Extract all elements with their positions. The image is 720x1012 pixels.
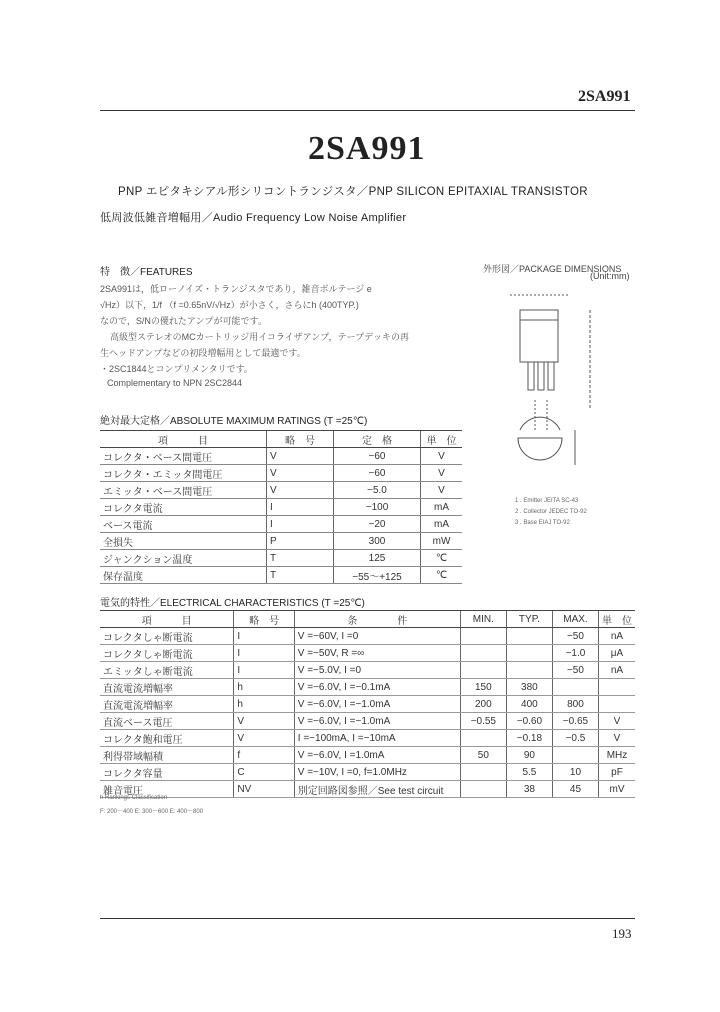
hfe-note-values: F: 200〜400 E: 300〜600 E: 400〜800 — [100, 809, 204, 815]
ec-cond: V =−6.0V, I =−1.0mA — [294, 713, 460, 730]
table-row — [100, 533, 462, 550]
abs-col-rating: 定 格 — [334, 431, 421, 448]
ec-max: −0.5 — [552, 730, 598, 747]
abs-item: ジャンクション温度 — [100, 550, 267, 567]
table-row — [100, 465, 462, 482]
ec-cond: V =−60V, I =0 — [294, 628, 460, 645]
ec-item: エミッタしゃ断電流 — [100, 662, 234, 679]
ec-item: コレクタ容量 — [100, 764, 234, 781]
ec-cond: V =−50V, R =∞ — [294, 645, 460, 662]
ec-cond: V =−10V, I =0, f=1.0MHz — [294, 764, 460, 781]
abs-item: コレクタ電流 — [100, 499, 267, 516]
ec-max: −50 — [552, 628, 598, 645]
ec-min: 200 — [460, 696, 506, 713]
abs-sym: I — [267, 516, 334, 533]
features-line-5: 生ヘッドアンプなどの初段増幅用として最適です。 — [100, 348, 306, 358]
ec-unit: V — [599, 713, 636, 730]
ec-sym: h — [234, 679, 294, 696]
features-line-6: ・2SC1844とコンプリメンタリです。 — [100, 364, 253, 374]
ec-typ: 400 — [506, 696, 552, 713]
ec-unit: pF — [599, 764, 636, 781]
ec-item: コレクタしゃ断電流 — [100, 628, 234, 645]
package-pin-2: 2 . Collector JEDEC TO-92 — [515, 509, 587, 515]
abs-sym: V — [267, 465, 334, 482]
abs-rating: −100 — [334, 499, 421, 516]
ec-max: −0.65 — [552, 713, 598, 730]
ec-item: 直流ベース電圧 — [100, 713, 234, 730]
ec-min — [460, 764, 506, 781]
abs-rating: −5.0 — [334, 482, 421, 499]
abs-col-item: 項 目 — [100, 431, 267, 448]
features-line-3: なので，S/Nの優れたアンプが可能です。 — [100, 316, 267, 326]
abs-item: コレクタ・ベース間電圧 — [100, 448, 267, 465]
table-row — [100, 764, 635, 781]
page-number: 193 — [612, 926, 632, 941]
ec-col-typ: TYP. — [506, 611, 552, 628]
ec-min: 50 — [460, 747, 506, 764]
ec-col-min: MIN. — [460, 611, 506, 628]
table-row — [100, 781, 635, 798]
header-part-number: 2SA991 — [578, 88, 631, 105]
features-heading: 特 徴／FEATURES — [100, 267, 193, 278]
ec-col-item: 項 目 — [100, 611, 234, 628]
ec-sym: C — [234, 764, 294, 781]
ec-cond: V =−6.0V, I =−0.1mA — [294, 679, 460, 696]
ec-sym: h — [234, 696, 294, 713]
ec-sym: I — [234, 628, 294, 645]
abs-item: 全損失 — [100, 533, 267, 550]
ec-sym: V — [234, 730, 294, 747]
ec-typ: −0.18 — [506, 730, 552, 747]
abs-max-heading: 絶対最大定格／ABSOLUTE MAXIMUM RATINGS (T =25℃) — [100, 416, 368, 427]
table-row — [100, 679, 635, 696]
header-rule — [100, 110, 635, 111]
abs-unit: mA — [421, 516, 463, 533]
abs-item: コレクタ・エミッタ間電圧 — [100, 465, 267, 482]
ec-cond: I =−100mA, I =−10mA — [294, 730, 460, 747]
ec-unit: μA — [599, 645, 636, 662]
ec-col-unit: 単 位 — [599, 611, 636, 628]
table-row — [100, 645, 635, 662]
ec-min — [460, 645, 506, 662]
abs-max-table — [100, 430, 462, 584]
elec-table — [100, 610, 635, 798]
elec-heading: 電気的特性／ELECTRICAL CHARACTERISTICS (T =25℃) — [100, 598, 365, 609]
table-row — [100, 713, 635, 730]
abs-rating: 300 — [334, 533, 421, 550]
ec-cond: 別定回路図参照／See test circuit — [294, 781, 460, 798]
ec-col-max: MAX. — [552, 611, 598, 628]
abs-rating: −20 — [334, 516, 421, 533]
ec-sym: I — [234, 662, 294, 679]
ec-item: コレクタ飽和電圧 — [100, 730, 234, 747]
package-pin-1: 1 . Emitter JEITA SC-43 — [515, 498, 579, 504]
features-line-7: Complementary to NPN 2SC2844 — [107, 378, 243, 388]
ec-min — [460, 628, 506, 645]
package-heading: 外形図／PACKAGE DIMENSIONS — [483, 264, 622, 274]
subtitle-line1: PNP エピタキシアル形シリコントランジスタ／PNP SILICON EPITAXIAL TRANSISTOR — [118, 186, 588, 198]
ec-unit: nA — [599, 628, 636, 645]
ec-typ: 5.5 — [506, 764, 552, 781]
ec-unit — [599, 679, 636, 696]
table-row — [100, 482, 462, 499]
ec-typ — [506, 645, 552, 662]
abs-rating: −60 — [334, 465, 421, 482]
ec-typ — [506, 662, 552, 679]
ec-min — [460, 781, 506, 798]
ec-max — [552, 679, 598, 696]
abs-rating: −55〜+125 — [334, 567, 421, 584]
table-row — [100, 696, 635, 713]
abs-unit: mA — [421, 499, 463, 516]
abs-sym: V — [267, 482, 334, 499]
abs-unit: ℃ — [421, 567, 463, 584]
abs-item: 保存温度 — [100, 567, 267, 584]
table-row — [100, 662, 635, 679]
ec-max — [552, 747, 598, 764]
abs-rating: 125 — [334, 550, 421, 567]
abs-sym: I — [267, 499, 334, 516]
page-title: 2SA991 — [308, 130, 426, 167]
ec-item: 直流電流増幅率 — [100, 679, 234, 696]
ec-unit: MHz — [599, 747, 636, 764]
ec-col-sym: 略 号 — [234, 611, 294, 628]
ec-col-cond: 条 件 — [294, 611, 460, 628]
ec-min: −0.55 — [460, 713, 506, 730]
table-row — [100, 550, 462, 567]
subtitle-line2: 低周波低雑音増幅用／Audio Frequency Low Noise Amplifier — [100, 212, 407, 224]
table-row — [100, 499, 462, 516]
ec-typ: 90 — [506, 747, 552, 764]
ec-item: 雑音電圧 — [100, 781, 234, 798]
table-row — [100, 628, 635, 645]
package-drawing — [480, 280, 620, 490]
abs-sym: T — [267, 567, 334, 584]
ec-max: −50 — [552, 662, 598, 679]
ec-max: 45 — [552, 781, 598, 798]
abs-unit: ℃ — [421, 550, 463, 567]
package-outline — [510, 295, 590, 465]
ec-max: −1.0 — [552, 645, 598, 662]
abs-item: ベース電流 — [100, 516, 267, 533]
table-row — [100, 448, 462, 465]
ec-unit: nA — [599, 662, 636, 679]
ec-min — [460, 662, 506, 679]
footer-rule — [100, 918, 635, 919]
abs-sym: V — [267, 448, 334, 465]
ec-item: 利得帯域幅積 — [100, 747, 234, 764]
ec-typ: 38 — [506, 781, 552, 798]
table-row — [100, 567, 462, 584]
features-line-4: 高級型ステレオのMCカートリッジ用イコライザアンプ，テープデッキの再 — [110, 332, 409, 342]
table-row — [100, 747, 635, 764]
abs-sym: P — [267, 533, 334, 550]
features-line-2: √Hz）以下，1/f （f =0.65nV/√Hz）が小さく，さらにh (400TYP.) — [100, 300, 359, 310]
abs-unit: V — [421, 448, 463, 465]
table-row — [100, 516, 462, 533]
ec-min: 150 — [460, 679, 506, 696]
features-line-1: 2SA991は，低ローノイズ・トランジスタであり，雑音ボルテージ e — [100, 284, 372, 294]
elec-header-row — [100, 611, 635, 628]
ec-max: 800 — [552, 696, 598, 713]
abs-col-unit: 単 位 — [421, 431, 463, 448]
package-unit: (Unit:mm) — [590, 271, 630, 281]
ec-item: 直流電流増幅率 — [100, 696, 234, 713]
ec-sym: f — [234, 747, 294, 764]
hfe-note-title: h Rankings Classification — [100, 795, 168, 801]
ec-typ — [506, 628, 552, 645]
ec-cond: V =−6.0V, I =1.0mA — [294, 747, 460, 764]
ec-sym: V — [234, 713, 294, 730]
ec-item: コレクタしゃ断電流 — [100, 645, 234, 662]
ec-max: 10 — [552, 764, 598, 781]
abs-max-header-row — [100, 431, 462, 448]
abs-col-sym: 略 号 — [267, 431, 334, 448]
ec-cond: V =−5.0V, I =0 — [294, 662, 460, 679]
abs-unit: V — [421, 465, 463, 482]
package-pin-3: 3 . Base EIAJ TO-92 — [515, 520, 570, 526]
ec-sym: I — [234, 645, 294, 662]
ec-min — [460, 730, 506, 747]
table-row — [100, 730, 635, 747]
ec-unit — [599, 696, 636, 713]
abs-item: エミッタ・ベース間電圧 — [100, 482, 267, 499]
ec-sym: NV — [234, 781, 294, 798]
abs-rating: −60 — [334, 448, 421, 465]
ec-cond: V =−6.0V, I =−1.0mA — [294, 696, 460, 713]
abs-sym: T — [267, 550, 334, 567]
ec-typ: 380 — [506, 679, 552, 696]
ec-unit: V — [599, 730, 636, 747]
ec-unit: mV — [599, 781, 636, 798]
abs-unit: mW — [421, 533, 463, 550]
abs-unit: V — [421, 482, 463, 499]
ec-typ: −0.60 — [506, 713, 552, 730]
